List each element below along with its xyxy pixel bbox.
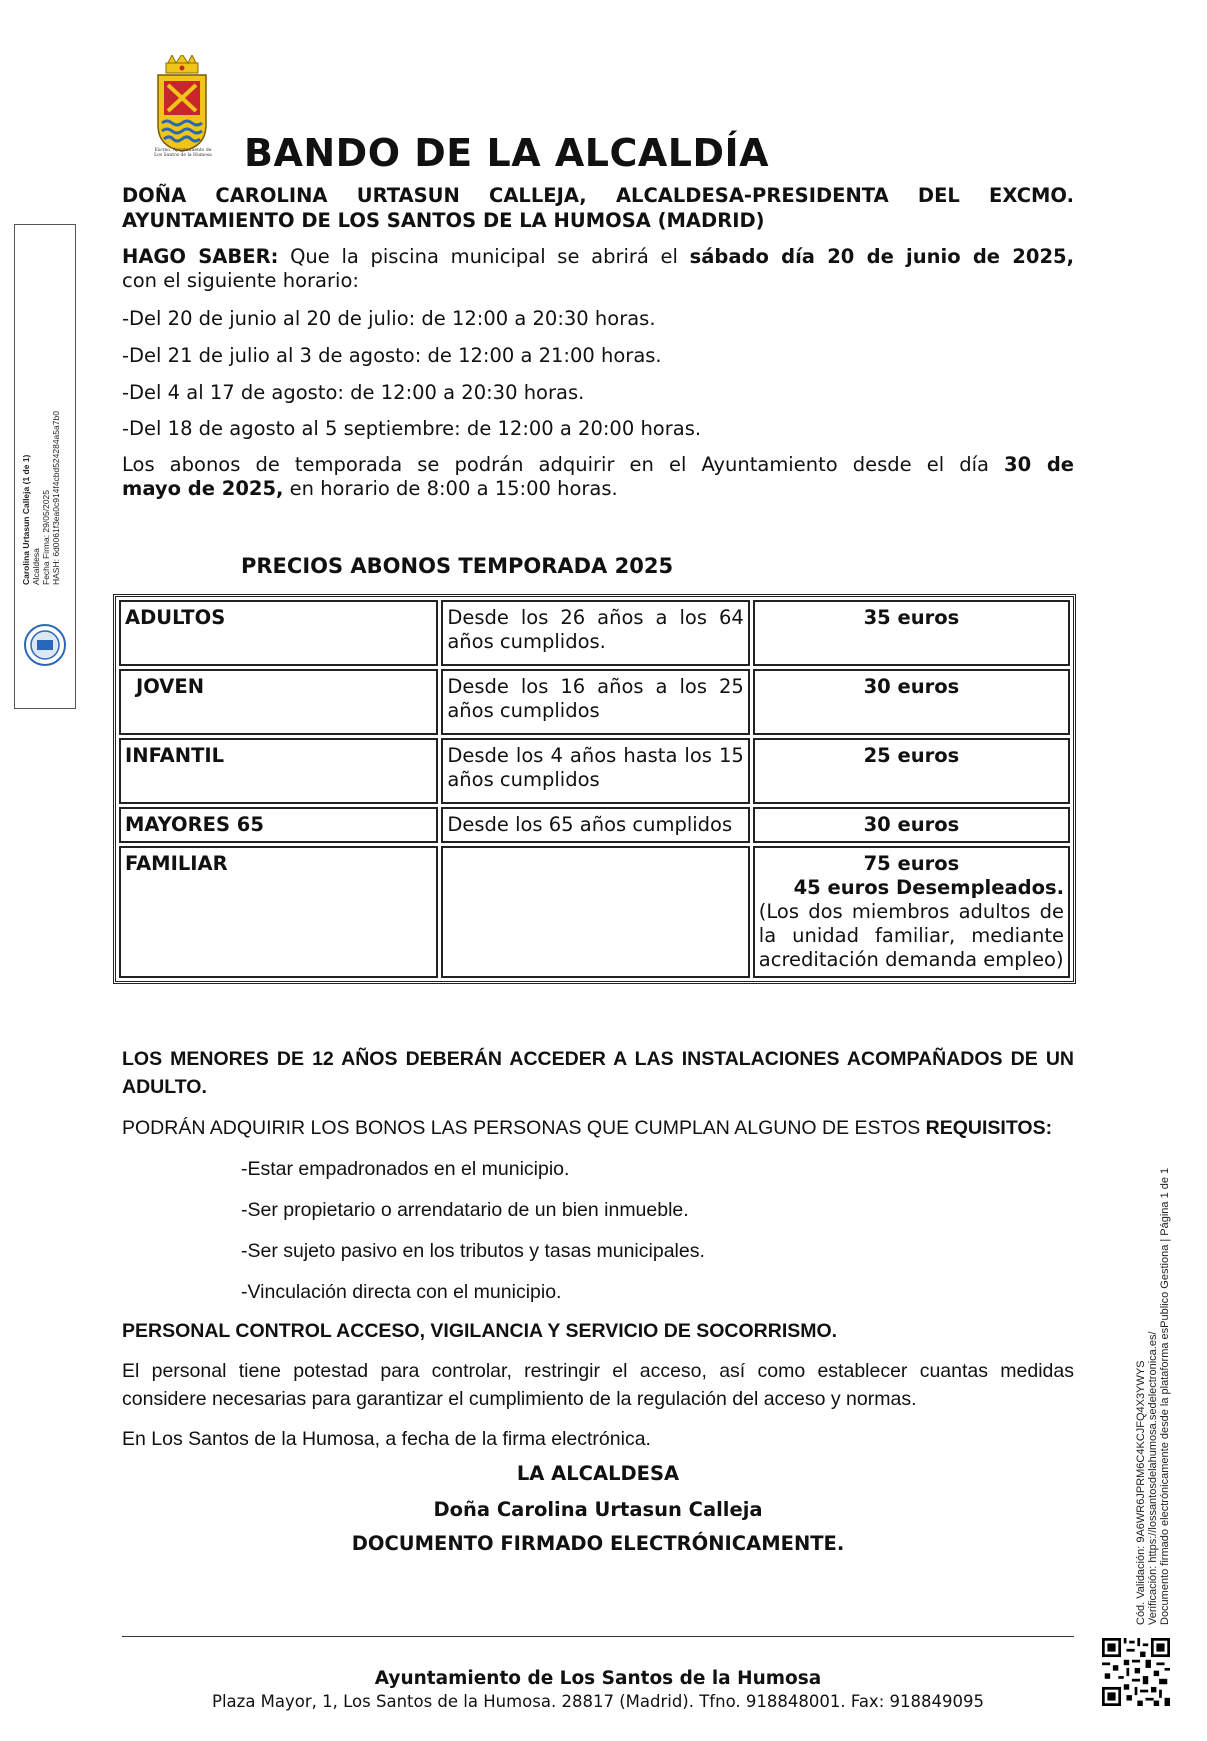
family-price: 75 euros — [863, 852, 960, 875]
season-bold1: 30 de — [1004, 453, 1075, 476]
category-cell: MAYORES 65 — [119, 807, 438, 843]
coat-caption-line1: Excmo. Ayuntamiento de — [154, 148, 212, 153]
coat-caption-line2: Los Santos de la Humosa — [154, 153, 212, 158]
category-cell: INFANTIL — [119, 738, 438, 804]
table-row — [119, 600, 1070, 666]
staff-paragraph: El personal tiene potestad para controlar, restringir el acceso, así como establecer cuantas medidas considere necesarias para garantizar el cumplimiento de la regulación del acceso y normas. — [122, 1360, 1074, 1410]
qr-code-icon — [1102, 1638, 1170, 1706]
season-line1 — [122, 453, 1074, 477]
requirements-label: REQUISITOS: — [925, 1117, 1053, 1139]
requirement-item: -Ser sujeto pasivo en los tributos y tasas municipales. — [241, 1240, 705, 1262]
intro-line1 — [122, 245, 1074, 269]
footer-address: Plaza Mayor, 1, Los Santos de la Humosa. 28817 (Madrid). Tfno. 918848001. Fax: 918849095 — [212, 1692, 984, 1711]
place-date: En Los Santos de la Humosa, a fecha de la firma electrónica. — [122, 1428, 651, 1450]
subtitle-line1: DOÑA CAROLINA URTASUN CALLEJA, ALCALDESA-PRESIDENTA DEL EXCMO. — [122, 184, 1074, 207]
coat-of-arms-logo — [150, 55, 214, 155]
signature-stamp — [14, 224, 76, 709]
category-cell: FAMILIAR — [119, 846, 438, 978]
requirement-item: -Estar empadronados en el municipio. — [241, 1158, 570, 1180]
schedule-item: -Del 20 de junio al 20 de julio: de 12:00 a 20:30 horas. — [122, 307, 656, 330]
prices-table — [113, 594, 1076, 984]
table-row — [119, 846, 1070, 978]
price-cell: 30 euros — [753, 807, 1070, 843]
footer-divider — [122, 1636, 1074, 1637]
table-row — [119, 669, 1070, 735]
stamp-hash: HASH: 6d0061f3ea0c914f4cbd524284a5a7b0 — [51, 411, 61, 585]
schedule-item: -Del 18 de agosto al 5 septiembre: de 12:00 a 20:00 horas. — [122, 417, 702, 440]
intro-paragraph — [122, 245, 1074, 293]
intro-lead: HAGO SABER: — [122, 245, 279, 268]
description-cell: Desde los 4 años hasta los 15 años cumplidos — [441, 738, 749, 804]
season-bold2: mayo de 2025, — [122, 477, 284, 500]
footer-org: Ayuntamiento de Los Santos de la Humosa — [374, 1668, 822, 1689]
intro-line2: con el siguiente horario: — [122, 269, 359, 292]
schedule-item: -Del 21 de julio al 3 de agosto: de 12:00 a 21:00 horas. — [122, 344, 662, 367]
season-text2: en horario de 8:00 a 15:00 horas. — [283, 477, 618, 500]
family-unemployed-price: 45 euros Desempleados. — [793, 876, 1064, 899]
description-cell: Desde los 65 años cumplidos — [441, 807, 749, 843]
signature-role: LA ALCALDESA — [516, 1462, 680, 1485]
category-cell: JOVEN — [119, 669, 438, 735]
family-note: (Los dos miembros adultos de la unidad familiar, mediante acreditación demanda empleo) — [758, 900, 1064, 971]
subtitle-line2: AYUNTAMIENTO DE LOS SANTOS DE LA HUMOSA (MADRID) — [122, 209, 765, 232]
validation-code: Cód. Validación: 9A6WR6JPRM6C4KCJFQ4X3YWYS — [1135, 1360, 1147, 1625]
description-cell: Desde los 16 años a los 25 años cumplidos — [441, 669, 749, 735]
stamp-signer: Carolina Urtasun Calleja (1 de 1) — [21, 454, 31, 585]
family-price-cell — [753, 846, 1070, 978]
requirements-intro-text: PODRÁN ADQUIRIR LOS BONOS LAS PERSONAS QUE CUMPLAN ALGUNO DE ESTOS — [122, 1117, 926, 1139]
table-row — [119, 807, 1070, 843]
season-text1: Los abonos de temporada se podrán adquirir en el Ayuntamiento desde el día — [122, 453, 1005, 476]
category-cell: ADULTOS — [119, 600, 438, 666]
stamp-role: Alcaldesa — [31, 548, 41, 585]
season-paragraph — [122, 453, 1074, 501]
prices-heading: PRECIOS ABONOS TEMPORADA 2025 — [241, 554, 674, 578]
coat-caption — [142, 148, 224, 158]
schedule-item: -Del 4 al 17 de agosto: de 12:00 a 20:30 horas. — [122, 381, 585, 404]
price-cell: 30 euros — [753, 669, 1070, 735]
description-cell: Desde los 26 años a los 64 años cumplidos. — [441, 600, 749, 666]
staff-heading: PERSONAL CONTROL ACCESO, VIGILANCIA Y SERVICIO DE SOCORRISMO. — [122, 1320, 838, 1342]
season-line2 — [122, 477, 1074, 501]
price-cell: 25 euros — [753, 738, 1070, 804]
description-cell — [441, 846, 749, 978]
table-row — [119, 738, 1070, 804]
opening-date: sábado día 20 de junio de 2025, — [689, 245, 1074, 268]
requirements-intro — [122, 1114, 1074, 1142]
validation-url: Verificación: https://lossantosdelahumosa.sedelectronica.es/ — [1147, 1331, 1159, 1625]
seal-icon — [23, 623, 67, 667]
stamp-date: Fecha Firma: 29/05/2025 — [41, 490, 51, 585]
requirement-item: -Ser propietario o arrendatario de un bien inmueble. — [241, 1199, 689, 1221]
validation-platform: Documento firmado electrónicamente desde la plataforma esPublico Gestiona | Página 1 de 1 — [1159, 1167, 1171, 1625]
requirement-item: -Vinculación directa con el municipio. — [241, 1281, 562, 1303]
intro-text1: Que la piscina municipal se abrirá el — [278, 245, 690, 268]
page-title: BANDO DE LA ALCALDÍA — [244, 131, 770, 175]
signature-name: Doña Carolina Urtasun Calleja — [433, 1498, 763, 1521]
stamp-text — [21, 411, 61, 585]
signature-signed: DOCUMENTO FIRMADO ELECTRÓNICAMENTE. — [351, 1532, 845, 1555]
minors-notice: LOS MENORES DE 12 AÑOS DEBERÁN ACCEDER A LAS INSTALACIONES ACOMPAÑADOS DE UN ADULTO. — [122, 1048, 1074, 1098]
validation-text — [1135, 1168, 1171, 1625]
price-cell: 35 euros — [753, 600, 1070, 666]
